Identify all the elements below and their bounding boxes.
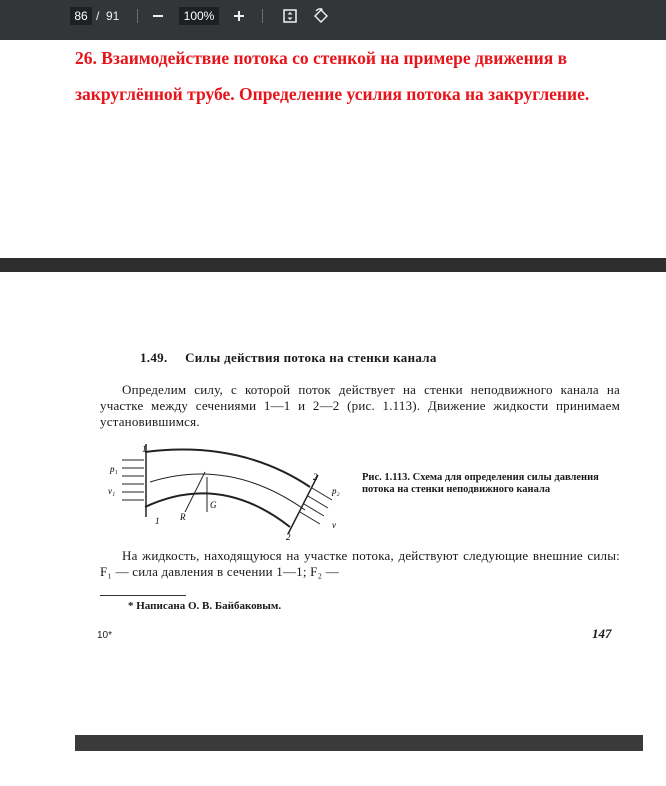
figure-caption: Рис. 1.113. Схема для определения силы давления потока на стенки неподвижного канала [362, 472, 599, 495]
zoom-input[interactable]: 100% [179, 7, 219, 25]
rotate-button[interactable] [311, 6, 331, 26]
pdf-toolbar [0, 0, 666, 40]
streamline [150, 474, 305, 510]
label-p1: p₁ [110, 464, 118, 474]
total-pages: 91 [106, 9, 120, 23]
book-page-number: 147 [592, 626, 612, 641]
section-2-line [288, 475, 318, 534]
channel-outer-wall [145, 450, 310, 487]
footnote: * Написана О. В. Байбаковым. [128, 600, 282, 612]
plus-icon [233, 10, 245, 22]
footnote-rule [100, 595, 186, 596]
paragraph-2: На жидкость, находящуюся на участке потока, действуют следующие внешние силы: F₁ — сила давления в сечении 1—1; F₂ — [100, 548, 620, 579]
section-title [140, 350, 437, 366]
toolbar-divider [262, 9, 263, 23]
pdf-page-87-scan [0, 272, 666, 730]
page-number-input[interactable]: 86 [70, 7, 92, 25]
page-separator: / [96, 9, 100, 23]
channel-figure [100, 442, 350, 542]
label-sec2-top: 2 [313, 472, 318, 482]
zoom-in-button[interactable] [229, 6, 249, 26]
fit-page-icon [282, 8, 298, 24]
label-sec1-top: 1 [142, 444, 147, 454]
label-sec1-bottom: 1 [155, 516, 160, 526]
label-p2: p₂ [332, 486, 340, 496]
minus-icon [152, 10, 164, 22]
outlet-arrows [300, 488, 332, 524]
label-sec2-bottom: 2 [286, 532, 291, 542]
section-number: 1.49. [140, 350, 168, 365]
zoom-out-button[interactable] [148, 6, 168, 26]
section-title-text: Силы действия потока на стенки канала [185, 350, 437, 365]
channel-inner-wall [145, 493, 290, 527]
page-gap [0, 258, 666, 272]
rotate-icon [313, 8, 329, 24]
pdf-page-86 [0, 40, 666, 258]
page-bottom-strip [75, 735, 643, 751]
inlet-arrows [122, 460, 144, 500]
toolbar-divider [137, 9, 138, 23]
paragraph-1: Определим силу, с которой поток действует на стенки неподвижного канала на участке между сечениями 1—1 и 2—2 (рис. 1.113). Движение жидкости принимаем установившимся. [100, 382, 620, 429]
label-r: R [180, 512, 186, 522]
label-v1: v₁ [108, 486, 116, 496]
question-heading: 26. Взаимодействие потока со стенкой на примере движения в закруглённой трубе. Определение усилия потока на закругление. [75, 48, 590, 104]
label-g: G [210, 500, 217, 510]
fit-page-button[interactable] [280, 6, 300, 26]
label-v2: v [332, 520, 336, 530]
signature-mark: 10* [97, 630, 113, 641]
radius-line [185, 472, 205, 512]
